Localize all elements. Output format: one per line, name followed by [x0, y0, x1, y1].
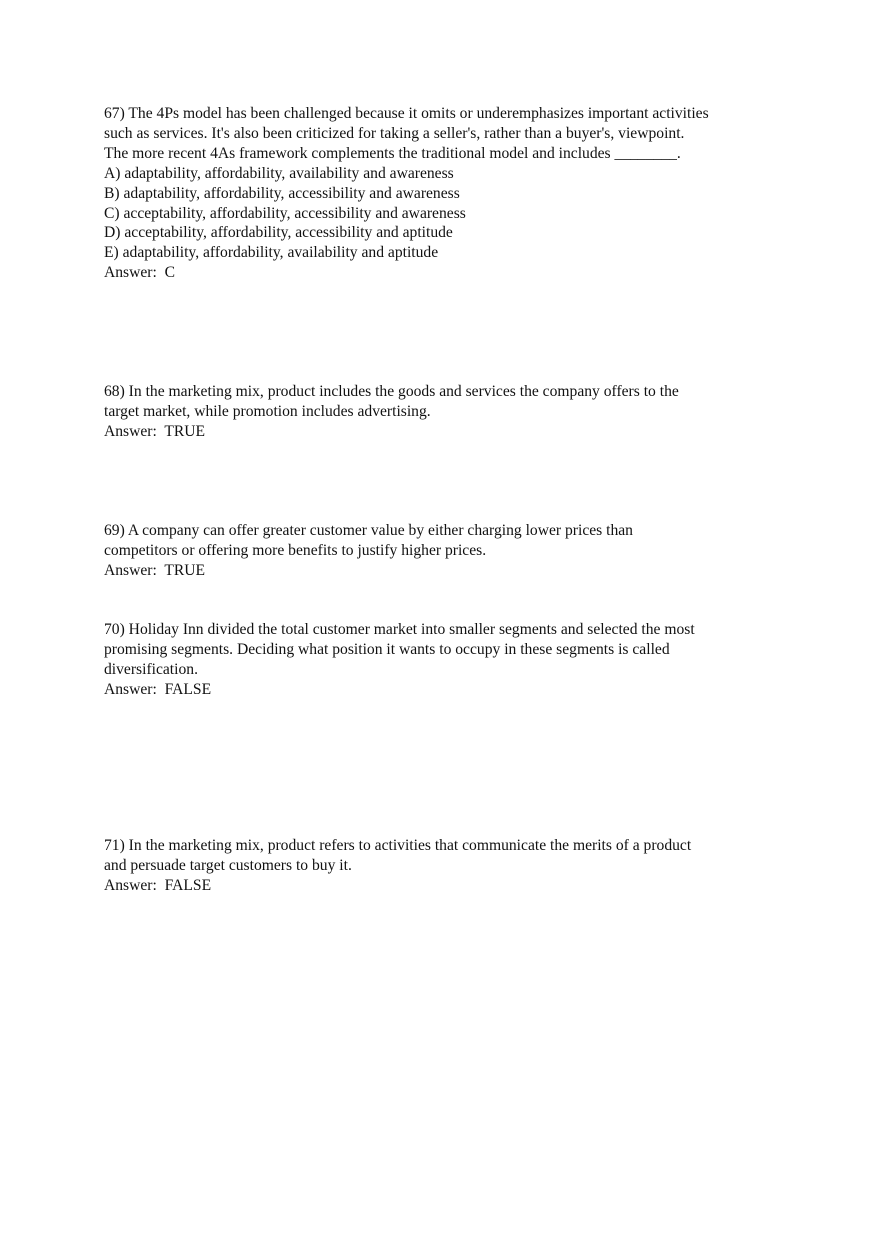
question-text-line: 69) A company can offer greater customer value by either charging lower prices than	[104, 522, 633, 539]
question-68	[104, 382, 794, 442]
question-67	[104, 104, 794, 283]
answer-key: Answer: C	[104, 264, 176, 282]
question-text-line: The more recent 4As framework complements the traditional model and includes ________.	[104, 144, 681, 162]
question-text-line: and persuade target customers to buy it.	[104, 856, 352, 874]
answer-option-a: A) adaptability, affordability, availability and awareness	[104, 164, 454, 182]
question-text-line: 70) Holiday Inn divided the total customer market into smaller segments and selected the most	[104, 621, 695, 638]
question-text-line: competitors or offering more benefits to justify higher prices.	[104, 541, 487, 559]
question-70	[104, 620, 794, 700]
question-text-line: target market, while promotion includes advertising.	[104, 402, 431, 420]
answer-option-b: B) adaptability, affordability, accessibility and awareness	[104, 184, 460, 202]
answer-option-c: C) acceptability, affordability, accessibility and awareness	[104, 204, 466, 222]
question-text-line: such as services. It's also been criticized for taking a seller's, rather than a buyer's, viewpoint.	[104, 124, 685, 142]
question-text-line: promising segments. Deciding what position it wants to occupy in these segments is called	[104, 640, 670, 658]
question-71	[104, 836, 794, 896]
answer-key: Answer: FALSE	[104, 876, 212, 894]
question-text-line: 68) In the marketing mix, product includes the goods and services the company offers to the	[104, 383, 679, 400]
question-text-line: 67) The 4Ps model has been challenged because it omits or underemphasizes important activities	[104, 105, 709, 122]
answer-key: Answer: TRUE	[104, 561, 206, 579]
question-text-line: diversification.	[104, 660, 198, 678]
answer-key: Answer: FALSE	[104, 680, 212, 698]
answer-key: Answer: TRUE	[104, 422, 206, 440]
answer-option-d: D) acceptability, affordability, accessibility and aptitude	[104, 224, 453, 242]
question-text-line: 71) In the marketing mix, product refers to activities that communicate the merits of a product	[104, 837, 692, 854]
question-69	[104, 521, 794, 581]
answer-option-e: E) adaptability, affordability, availability and aptitude	[104, 244, 439, 262]
